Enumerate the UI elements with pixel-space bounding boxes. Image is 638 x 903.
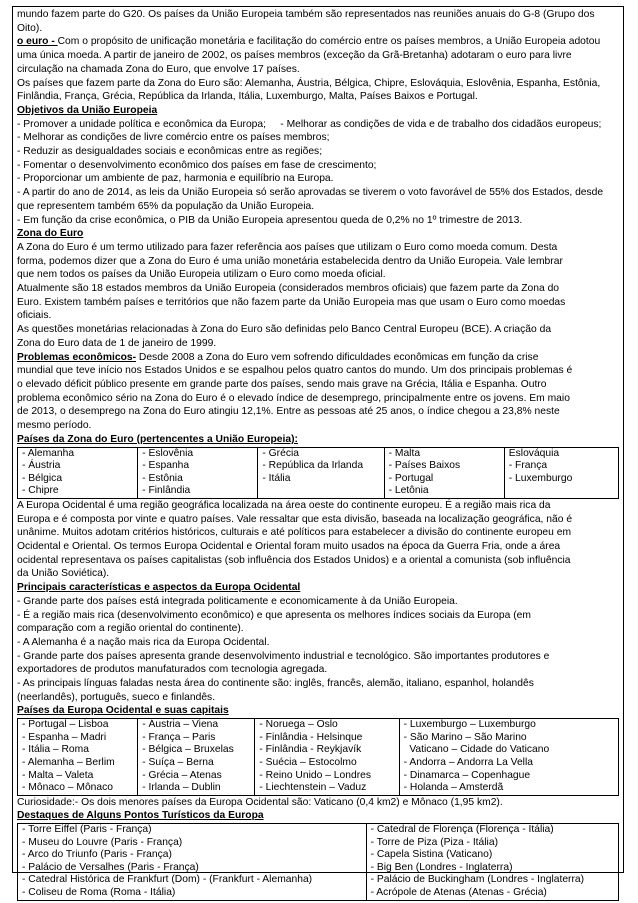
list-item: - Torre Eiffel (Paris - França) xyxy=(22,824,152,836)
turisticos-table xyxy=(17,823,619,901)
euro-line: Finlândia, França, Grécia, República da Irlanda, Itália, Luxemburgo, Malta, Países Baixos e Portugal. xyxy=(17,91,478,103)
caracteristicas-line: - As principais línguas faladas nesta área do continente são: inglês, francês, alemão, italiano, espanhol, holandês xyxy=(17,678,534,690)
list-item: - França – Paris xyxy=(142,731,216,743)
list-item: - Museu do Louvre (Paris - França) xyxy=(22,836,183,848)
objetivos-line: - Fomentar o desenvolvimento econômico dos países em fase de crescimento; xyxy=(17,159,377,171)
objetivos-line: que representem também 65% da população da União Europeia. xyxy=(17,200,315,212)
list-item: - Luxemburgo – Luxemburgo xyxy=(403,719,536,731)
paises-zona-heading: Países da Zona do Euro (pertencentes a União Europeia): xyxy=(17,433,298,445)
zona-line: Zona do Euro data de 1 de janeiro de 1999. xyxy=(17,337,217,349)
ocidental-line: unânime. Muitos adotam critérios históricos, culturais e até políticos para estabelecer a divisão do continente europeu em xyxy=(17,527,572,539)
list-item: - Dinamarca – Copenhague xyxy=(403,769,531,781)
list-item: - Eslovênia xyxy=(142,447,194,459)
list-item: - Palácio de Buckingham (Londres - Inglaterra) xyxy=(370,874,585,886)
paises-zona-col-4 xyxy=(384,447,504,498)
problemas-line: problema econômico sério na Zona do Euro é o elevado índice de desemprego, principalmente entre os jovens. Em maio xyxy=(17,392,570,404)
intro-line: Oito). xyxy=(17,22,43,34)
list-item: - Liechtenstein – Vaduz xyxy=(259,782,367,794)
list-item: - Itália – Roma xyxy=(22,744,89,756)
document-page xyxy=(12,6,624,899)
list-item: - Capela Sistina (Vaticano) xyxy=(370,849,493,861)
paises-ocidental-col-2 xyxy=(138,719,255,796)
list-item: - República da Irlanda xyxy=(262,460,364,472)
list-item: - Grécia – Atenas xyxy=(142,769,222,781)
zona-line: que nem todos os países da União Europeia utilizam o Euro como moeda oficial. xyxy=(17,269,386,281)
euro-line: uma única moeda. A partir de janeiro de 2002, os países membros (exceção da Grã-Bretanha) adotaram o euro para livre xyxy=(17,50,572,62)
euro-line: circulação na chamada Zona do Euro, que envolve 17 países. xyxy=(17,63,300,75)
zona-line: Euro. Existem também países e territórios que não fazem parte da União Europeia mas que usam o Euro como moedas xyxy=(17,296,566,308)
paises-ocidental-table xyxy=(17,718,619,796)
list-item: - Áustria xyxy=(22,460,61,472)
objetivos-line: - Melhorar as condições de livre comércio entre os países membros; xyxy=(17,132,330,144)
paises-ocidental-heading: Países da Europa Ocidental e suas capitais xyxy=(17,705,229,717)
zona-heading: Zona do Euro xyxy=(17,228,84,240)
objetivos-line: - Promover a unidade política e econômica da Europa; - Melhorar as condições de vida e de trabalho dos cidadãos europeus; xyxy=(17,118,602,130)
list-item: - Luxemburgo xyxy=(508,472,573,484)
list-item: - Noruega – Oslo xyxy=(259,719,338,731)
objetivos-line: - Reduzir as desigualdades sociais e econômicas entre as regiões; xyxy=(17,146,323,158)
zona-line: oficiais. xyxy=(17,310,52,322)
euro-line: Os países que fazem parte da Zona do Euro são: Alemanha, Áustria, Bélgica, Chipre, Eslováquia, Eslovênia, Espanha, Estônia, xyxy=(17,77,601,89)
objetivos-line: - Proporcionar um ambiente de paz, harmonia e equilíbrio na Europa. xyxy=(17,173,334,185)
paises-zona-col-3 xyxy=(258,447,384,498)
caracteristicas-line: (neerlandês), português, sueco e finlandês. xyxy=(17,691,216,703)
zona-line: forma, podemos dizer que a Zona do Euro é uma união monetária estabelecida dentro da União Europeia. Vale lembrar xyxy=(17,255,563,267)
list-item: - Andorra – Andorra La Vella xyxy=(403,756,533,768)
paises-ocidental-col-3 xyxy=(255,719,399,796)
turisticos-heading: Destaques de Alguns Pontos Turísticos da Europa xyxy=(17,810,264,822)
list-item: - Estônia xyxy=(142,472,183,484)
list-item: - Bélgica – Bruxelas xyxy=(142,744,234,756)
paises-ocidental-col-4 xyxy=(399,719,618,796)
list-item: - Irlanda – Dublin xyxy=(142,782,221,794)
caracteristicas-line: - É a região mais rica (desenvolvimento econômico) e que apresenta os melhores índices sociais da Europa (em xyxy=(17,609,531,621)
problemas-first-text: Desde 2008 a Zona do Euro vem sofrendo dificuldades econômicas em função da crise xyxy=(136,351,539,363)
list-item: Vaticano – Cidade do Vaticano xyxy=(403,744,550,756)
list-item: - Mônaco – Mônaco xyxy=(22,782,114,794)
curiosidade-line: Curiosidade:- Os dois menores países da Europa Ocidental são: Vaticano (0,4 km2) e Mônaco (1,95 km2). xyxy=(17,796,503,808)
paises-zona-col-2 xyxy=(138,447,258,498)
problemas-first-line xyxy=(17,351,619,365)
list-item: - Reino Unido – Londres xyxy=(259,769,371,781)
list-item: - Chipre xyxy=(22,485,59,497)
ocidental-line: ocidental representava os países capitalistas (sob influência dos Estados Unidos) e a oriental a comunista (sob influência xyxy=(17,554,571,566)
ocidental-line: Ocidental e Oriental. Os termos Europa Ocidental e Oriental foram muito usados na época da Guerra Fria, onde a área xyxy=(17,540,561,552)
list-item: - Finlândia xyxy=(142,485,191,497)
list-item: - São Marino – São Marino xyxy=(403,731,527,743)
problemas-line: mundial que teve início nos Estados Unidos e se espalhou pelos quatro cantos do mundo. Um dos principais problemas é xyxy=(17,365,573,377)
caracteristicas-line: - A Alemanha é a nação mais rica da Europa Ocidental. xyxy=(17,636,270,648)
zona-line: A Zona do Euro é um termo utilizado para fazer referência aos países que utilizam o Euro como moeda comum. Desta xyxy=(17,241,558,253)
list-item: - Finlândia - Reykjavík xyxy=(259,744,362,756)
caracteristicas-line: comparação com a região oriental do continente). xyxy=(17,623,244,635)
list-item: - Espanha xyxy=(142,460,190,472)
list-item: - Portugal xyxy=(388,472,434,484)
problemas-line: de 2013, o desemprego na Zona do Euro atingiu 12,1%. Entre as pessoas até 25 anos, o índice chegou a 23,8% neste xyxy=(17,406,560,418)
problemas-line: o elevado déficit público presente em grande parte dos países, sendo mais grave na Grécia, Itália e Espanha. Outro xyxy=(17,378,547,390)
caracteristicas-line: exportadores de produtos manufaturados com tecnologia agregada. xyxy=(17,664,328,676)
caracteristicas-line: - Grande parte dos países apresenta grande desenvolvimento industrial e tecnológico. São importantes produtores e xyxy=(17,650,550,662)
list-item: - Big Ben (Londres - Inglaterra) xyxy=(370,861,513,873)
intro-line: mundo fazem parte do G20. Os países da União Europeia também são representados nas reuniões anuais do G-8 (Grupo dos xyxy=(17,9,595,20)
turisticos-col-2 xyxy=(366,824,618,901)
list-item: - Malta xyxy=(388,447,421,459)
paises-zona-col-1 xyxy=(18,447,138,498)
list-item: - Bélgica xyxy=(22,472,63,484)
list-item: - Arco do Triunfo (Paris - França) xyxy=(22,849,172,861)
list-item: - Grécia xyxy=(262,447,299,459)
list-item: - Portugal – Lisboa xyxy=(22,719,109,731)
euro-first-text: Com o propósito de unificação monetária e facilitação do comércio entre os países membros, a União Europeia adotou xyxy=(57,36,601,48)
list-item: Eslováquia xyxy=(508,447,560,459)
ocidental-line: da União Soviética). xyxy=(17,568,110,580)
list-item: - Holanda – Amsterdã xyxy=(403,782,504,794)
problemas-label: Problemas econômicos- xyxy=(17,351,137,363)
list-item: - Torre de Piza (Piza - Itália) xyxy=(370,836,498,848)
problemas-line: mesmo período. xyxy=(17,420,92,432)
list-item: - Espanha – Madri xyxy=(22,731,107,743)
list-item: - França xyxy=(508,460,548,472)
list-item: - Catedral Histórica de Frankfurt (Dom) - (Frankfurt - Alemanha) xyxy=(22,874,313,886)
turisticos-col-1 xyxy=(18,824,367,901)
list-item: - Áustria – Viena xyxy=(142,719,219,731)
list-item: - Coliseu de Roma (Roma - Itália) xyxy=(22,887,176,899)
list-item: - Catedral de Florença (Florença - Itália) xyxy=(370,824,554,836)
list-item: - Suécia – Estocolmo xyxy=(259,756,357,768)
list-item: - Acrópole de Atenas (Atenas - Grécia) xyxy=(370,887,547,899)
euro-first-line xyxy=(17,35,619,49)
zona-line: As questões monetárias relacionadas à Zona do Euro são definidas pelo Banco Central Europeu (BCE). A criação da xyxy=(17,324,552,336)
list-item: - Palácio de Versalhes (Paris - França) xyxy=(22,861,199,873)
list-item: - Países Baixos xyxy=(388,460,461,472)
objetivos-heading: Objetivos da União Europeia xyxy=(17,104,158,116)
objetivos-line: - A partir do ano de 2014, as leis da União Europeia só serão aprovadas se tiverem o voto favorável de 55% dos Estados, desde xyxy=(17,187,604,199)
euro-label: o euro - xyxy=(17,36,58,48)
paises-zona-col-5 xyxy=(504,447,618,498)
zona-line: Atualmente são 18 estados membros da União Europeia (considerados membros oficiais) que fazem parte da Zona do xyxy=(17,283,560,295)
objetivos-line: - Em função da crise econômica, o PIB da União Europeia apresentou queda de 0,2% no 1º trimestre de 2013. xyxy=(17,214,523,226)
list-item: - Letônia xyxy=(388,485,429,497)
list-item: - Itália xyxy=(262,472,291,484)
list-item: - Alemanha – Berlim xyxy=(22,756,115,768)
ocidental-line: Europa e é composta por vinte e quatro países. Vale ressaltar que esta divisão, baseada na localização geográfica, não é xyxy=(17,513,573,525)
caracteristicas-line: - Grande parte dos países está integrada politicamente e economicamente à da União Europeia. xyxy=(17,595,458,607)
list-item: - Alemanha xyxy=(22,447,75,459)
list-item: - Malta – Valeta xyxy=(22,769,94,781)
list-item: - Finlândia - Helsinque xyxy=(259,731,363,743)
caracteristicas-heading: Principais características e aspectos da Europa Ocidental xyxy=(17,582,301,594)
ocidental-line: A Europa Ocidental é uma região geográfica localizada na área oeste do continente europeu. É a região mais rica da xyxy=(17,499,551,511)
paises-zona-table xyxy=(17,447,619,499)
paises-ocidental-col-1 xyxy=(18,719,138,796)
list-item: - Suíça – Berna xyxy=(142,756,214,768)
